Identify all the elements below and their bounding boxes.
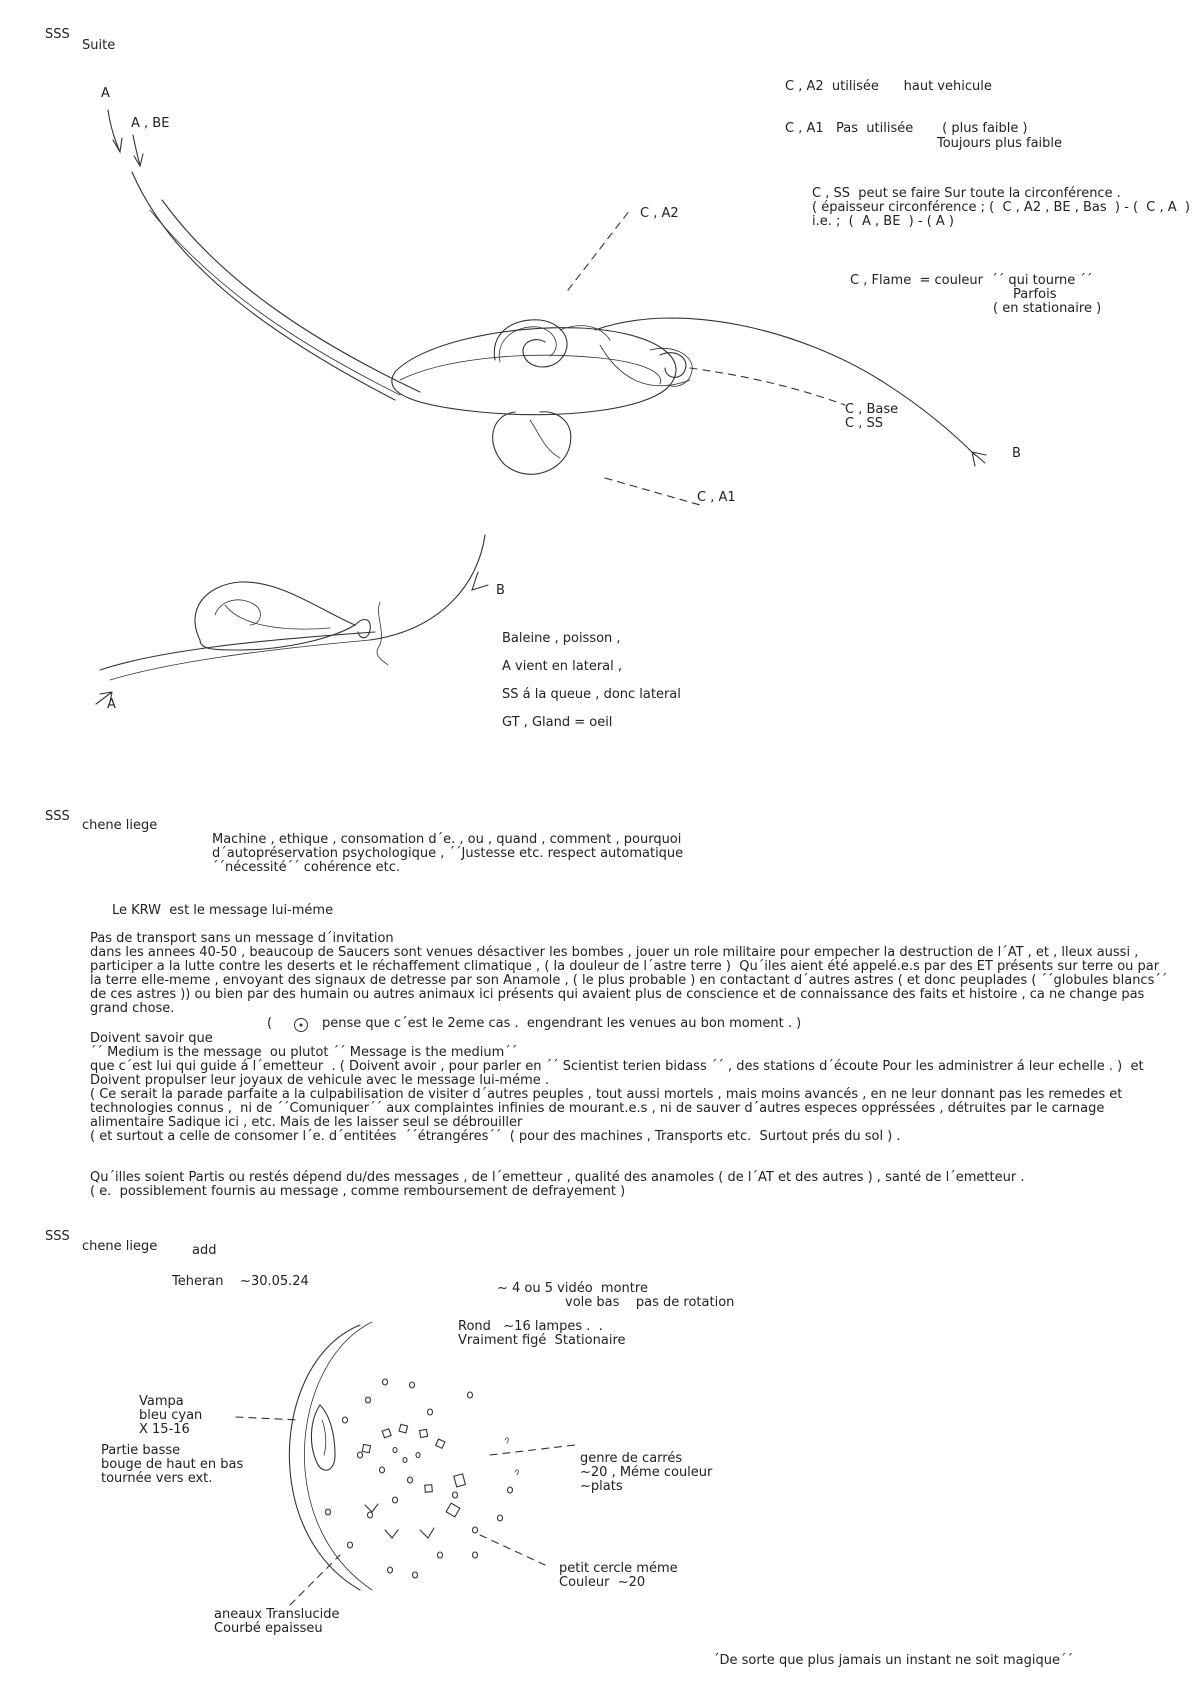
saucer-sketch-1 bbox=[108, 110, 986, 505]
partie-note-2: bouge de haut en bas bbox=[101, 1457, 244, 1472]
body3-line: Qu´illes soient Partis ou restés dépend du/des messages , de l´emetteur , qualité des anamoles ( de l´AT et des autres ) , santé de l´emetteur . bbox=[90, 1170, 1025, 1185]
label-b-right: B bbox=[1012, 446, 1021, 461]
section2-intro-3: ´´nécessité´´ cohérence etc. bbox=[212, 860, 401, 875]
section2-intro-1: Machine , ethique , consomation d´e. , ou , quand , comment , pourquoi bbox=[212, 832, 682, 847]
note-ie: i.e. ; ( A , BE ) - ( A ) bbox=[812, 214, 955, 229]
note-c-a2: C , A2 utilisée haut vehicule bbox=[785, 79, 992, 94]
label-c-a1: C , A1 bbox=[697, 490, 736, 505]
body-line: grand chose. bbox=[90, 1001, 175, 1016]
body2-line: ( et surtout a celle de consomer l´e. d´entitées ´´étrangéres´´ ( pour des machines , Transports etc. Surtout prés du sol ) . bbox=[90, 1129, 901, 1144]
body2-line: Doivent savoir que bbox=[90, 1031, 213, 1046]
partie-note-3: tournée vers ext. bbox=[101, 1471, 213, 1486]
label-a-top: A bbox=[101, 86, 110, 101]
section3-add: add bbox=[192, 1243, 217, 1258]
note-toujours: Toujours plus faible bbox=[937, 136, 1063, 151]
vampa-note-3: X 15-16 bbox=[139, 1422, 190, 1437]
section3-sss-label: SSS bbox=[45, 1229, 70, 1244]
body2-line: ( Ce serait la parade parfaite a la culpabilisation de visiter d´autres peuples , tout aussi mortels , mais moins avancés , en ne leur donnant pas les remedes et bbox=[90, 1087, 1123, 1102]
rond-note-1: Rond ~16 lampes . . bbox=[458, 1319, 603, 1334]
place-date: Teheran ~30.05.24 bbox=[172, 1274, 309, 1289]
body-line: participer a la lutte contre les deserts et le réchaffement climatique , ( la douleur de l´astre terre ) Qu´iles aient été appelé.e.s par des ET présents sur terre ou par bbox=[90, 959, 1160, 974]
label-c-a2: C , A2 bbox=[640, 206, 679, 221]
note-stationaire: ( en stationaire ) bbox=[993, 301, 1102, 316]
body-line: de ces astres )) ou bien par des humain ou autres animaux ici présents qui avaient plus de conscience et de connaissance des faits et histoire , ca ne change pas bbox=[90, 987, 1145, 1002]
section2-intro-2: d´autopréservation psychologique , ´´Justesse etc. respect automatique bbox=[212, 846, 684, 861]
label-a-be: A , BE bbox=[131, 116, 170, 131]
video-note-1: ~ 4 ou 5 vidéo montre bbox=[497, 1281, 648, 1296]
partie-note-1: Partie basse bbox=[101, 1443, 181, 1458]
note-c-ss: C , SS peut se faire Sur toute la circonférence . bbox=[812, 186, 1121, 201]
closing-quote: ´De sorte que plus jamais un instant ne soit magique´´ bbox=[713, 1653, 1073, 1668]
label-a-sketch2: A bbox=[107, 697, 116, 712]
carres-note-3: ~plats bbox=[580, 1479, 623, 1494]
note-epaisseur: ( épaisseur circonférence ; ( C , A2 , BE , Bas ) - ( C , A ) bbox=[812, 200, 1191, 215]
section3-title: chene liege bbox=[82, 1239, 158, 1254]
rond-note-2: Vraiment figé Stationaire bbox=[458, 1333, 626, 1348]
label-c-ss: C , SS bbox=[845, 416, 883, 431]
note-lateral: A vient en lateral , bbox=[502, 659, 623, 674]
carres-note-2: ~20 , Méme couleur bbox=[580, 1465, 713, 1480]
note-parfois: Parfois bbox=[1013, 287, 1057, 302]
note-c-a1: C , A1 Pas utilisée ( plus faible ) bbox=[785, 121, 1028, 136]
anneaux-note-1: aneaux Translucide bbox=[214, 1607, 340, 1622]
body-line: dans les annees 40-50 , beaucoup de Saucers sont venues désactiver les bombes , jouer un role militaire pour empecher la destruction de l´AT , et , lleux aussi , bbox=[90, 945, 1139, 960]
body2-line: ´´ Medium is the message ou plutot ´´ Message is the medium´´ bbox=[90, 1045, 518, 1060]
note-c-flame: C , Flame = couleur ´´ qui tourne ´´ bbox=[850, 273, 1093, 288]
aside-text: pense que c´est le 2eme cas . engendrant les venues au bon moment . ) bbox=[322, 1016, 802, 1031]
note-gland: GT , Gland = oeil bbox=[502, 715, 613, 730]
body-line: Pas de transport sans un message d´invitation bbox=[90, 931, 394, 946]
section1-sss-label: SSS bbox=[45, 27, 70, 42]
body3-line: ( e. possiblement fournis au message , comme remboursement de defrayement ) bbox=[90, 1184, 626, 1199]
note-queue: SS á la queue , donc lateral bbox=[502, 687, 681, 702]
section2-sss-label: SSS bbox=[45, 809, 70, 824]
saucer-sketch-3 bbox=[236, 1322, 575, 1605]
video-note-2: vole bas pas de rotation bbox=[565, 1295, 735, 1310]
aside-open-paren: ( bbox=[267, 1016, 273, 1031]
note-baleine: Baleine , poisson , bbox=[502, 631, 621, 646]
sun-icon bbox=[292, 1016, 310, 1034]
anneaux-note-2: Courbé epaisseu bbox=[214, 1621, 323, 1636]
krw-statement: Le KRW est le message lui-méme bbox=[112, 903, 334, 918]
body-line: la terre elle-meme , envoyant des signaux de detresse par son Anamole , ( le plus probable ) en contactant d´autres astres ( et donc peuplades ( ´´globules blancs´´ bbox=[90, 973, 1168, 988]
cercle-note-2: Couleur ~20 bbox=[559, 1575, 646, 1590]
label-c-base: C , Base bbox=[845, 402, 899, 417]
section2-title: chene liege bbox=[82, 818, 158, 833]
body2-line: alimentaire Sadique ici , etc. Mais de les laisser seul se débrouiller bbox=[90, 1115, 523, 1130]
label-b-sketch2: B bbox=[496, 583, 505, 598]
vampa-note-1: Vampa bbox=[139, 1394, 184, 1409]
section1-suite-label: Suite bbox=[82, 38, 116, 53]
saucer-sketch-2 bbox=[96, 535, 488, 704]
body2-line: Doivent propulser leur joyaux de vehicule avec le message lui-méme . bbox=[90, 1073, 549, 1088]
carres-note-1: genre de carrés bbox=[580, 1451, 683, 1466]
vampa-note-2: bleu cyan bbox=[139, 1408, 203, 1423]
cercle-note-1: petit cercle méme bbox=[559, 1561, 678, 1576]
body2-line: technologies connus , ni de ´´Comuniquer´´ aux complaintes infinies de mourant.e.s , ni de sauver d´autres especes oppréssées , détruites par le carnage bbox=[90, 1101, 1105, 1116]
body2-line: que c´est lui qui guide á l´emetteur . ( Doivent avoir , pour parler en ´´ Scientist terien bidass ´´ , des stations d´écoute Pour les administrer á leur echelle . ) et bbox=[90, 1059, 1144, 1074]
